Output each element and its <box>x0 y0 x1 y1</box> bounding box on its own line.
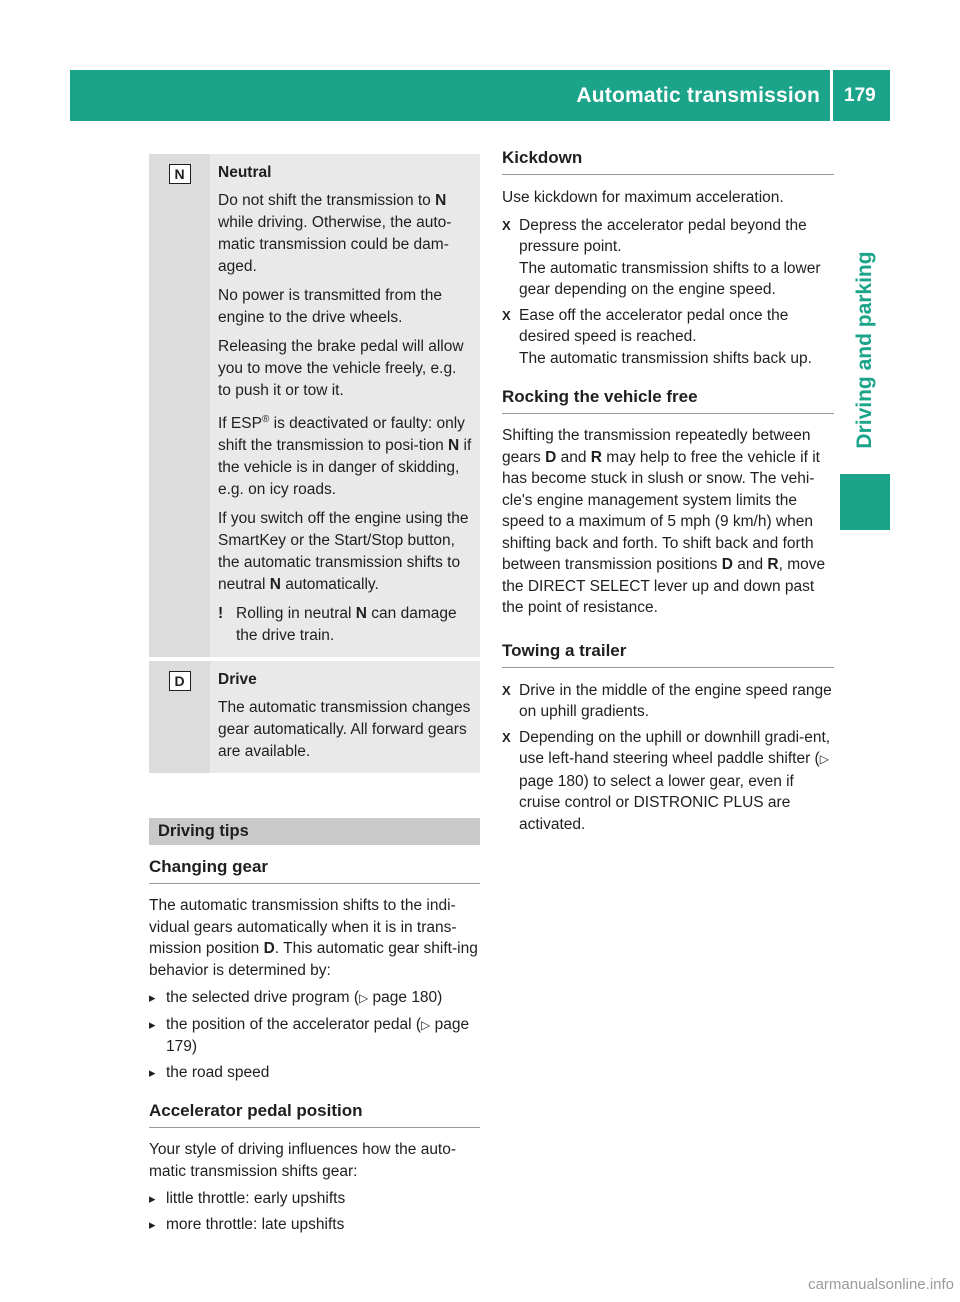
step-item: X Depress the accelerator pedal beyond the pressure point. The automatic transmission shifts to a lower gear depending on the engine speed. <box>502 216 821 298</box>
gear-name: Neutral <box>218 164 272 181</box>
paragraph: Your style of driving influences how the auto-matic transmission shifts gear: <box>149 1141 457 1180</box>
list-item: ▸ the road speed <box>149 1062 480 1084</box>
list-item: ▸ more throttle: late upshifts <box>149 1214 480 1236</box>
paragraph: Shifting the transmission repeatedly between gears D and R may help to free the vehicle if it has become stuck in slush or snow. The vehi-cle's engine management system limits the speed to a maximum of 5 mph (9 km/h) when shifting back and forth. To shift back and forth between transmission positions D and R, move the DIRECT SELECT lever up and down past the point of resistance. <box>502 427 826 616</box>
step-list <box>502 680 834 836</box>
warning-note: ! Rolling in neutral N can damage the drive train. <box>218 603 473 647</box>
chapter-title: Automatic transmission <box>576 84 820 107</box>
step-marker-icon: X <box>502 307 511 323</box>
page-ref-icon: ▷ <box>421 1017 431 1032</box>
gear-row-neutral <box>149 154 480 657</box>
list-item: ▸ the selected drive program (▷ page 180) <box>149 987 480 1010</box>
heading-accelerator: Accelerator pedal position <box>149 1101 480 1128</box>
heading-towing: Towing a trailer <box>502 641 834 668</box>
heading-kickdown: Kickdown <box>502 148 834 175</box>
bullet-list <box>149 987 480 1083</box>
gear-para: If ESP® is deactivated or faulty: only shift the transmission to posi-tion N if the vehicle is in danger of skidding, e.g. on icy roads. <box>218 414 472 499</box>
heading-rocking: Rocking the vehicle free <box>502 387 834 414</box>
page-number: 179 <box>844 85 876 106</box>
gear-name: Drive <box>218 671 257 689</box>
watermark: carmanualsonline.info <box>808 1276 954 1293</box>
side-tab <box>840 240 890 460</box>
section-title: Driving tips <box>149 818 480 845</box>
gear-row-drive <box>149 661 480 773</box>
paragraph: The automatic transmission shifts to the indi-vidual gears automatically when it is in trans-mission position D. This automatic gear shift-ing behavior is determined by: <box>149 897 478 979</box>
gear-para: Releasing the brake pedal will allow you to move the vehicle freely, e.g. to push it or tow it. <box>218 338 464 399</box>
gear-para: No power is transmitted from the engine to the drive wheels. <box>218 287 442 326</box>
list-item: ▸ little throttle: early upshifts <box>149 1188 480 1210</box>
step-item: X Ease off the accelerator pedal once the desired speed is reached. The automatic transmission shifts back up. <box>502 306 812 367</box>
gear-n-icon: N <box>169 164 191 184</box>
side-tab-marker <box>840 474 890 530</box>
left-column <box>149 154 480 1239</box>
right-column <box>502 148 834 839</box>
step-marker-icon: X <box>502 217 511 233</box>
gear-para: The automatic transmission changes gear automatically. All forward gears are available. <box>218 699 471 761</box>
page-ref-icon: ▷ <box>819 752 829 766</box>
gear-d-icon: D <box>169 671 191 691</box>
step-list <box>502 215 834 370</box>
gear-para: Do not shift the transmission to N while driving. Otherwise, the auto-matic transmission could be dam-aged. <box>218 192 452 275</box>
gear-table <box>149 154 480 773</box>
paragraph: Use kickdown for maximum acceleration. <box>502 189 784 206</box>
step-item: X Depending on the uphill or downhill gradi-ent, use left-hand steering wheel paddle shifter (▷ page 180) to select a lower gear, even if cruise control or DISTRONIC PLUS are activated. <box>502 728 831 833</box>
step-marker-icon: X <box>502 682 511 698</box>
list-item: ▸ the position of the accelerator pedal (▷ page 179) <box>149 1014 480 1058</box>
gear-para: If you switch off the engine using the SmartKey or the Start/Stop button, the automatic transmission shifts to neutral N automatically. <box>218 510 469 594</box>
warning-icon: ! <box>218 605 224 623</box>
side-tab-label: Driving and parking <box>853 251 876 449</box>
page-ref-icon: ▷ <box>358 991 369 1006</box>
step-marker-icon: X <box>502 729 511 745</box>
header-divider <box>830 70 833 121</box>
bullet-list <box>149 1188 480 1235</box>
step-item: X Drive in the middle of the engine speed range on uphill gradients. <box>502 681 832 720</box>
heading-changing-gear: Changing gear <box>149 857 480 884</box>
page-header <box>70 70 890 121</box>
